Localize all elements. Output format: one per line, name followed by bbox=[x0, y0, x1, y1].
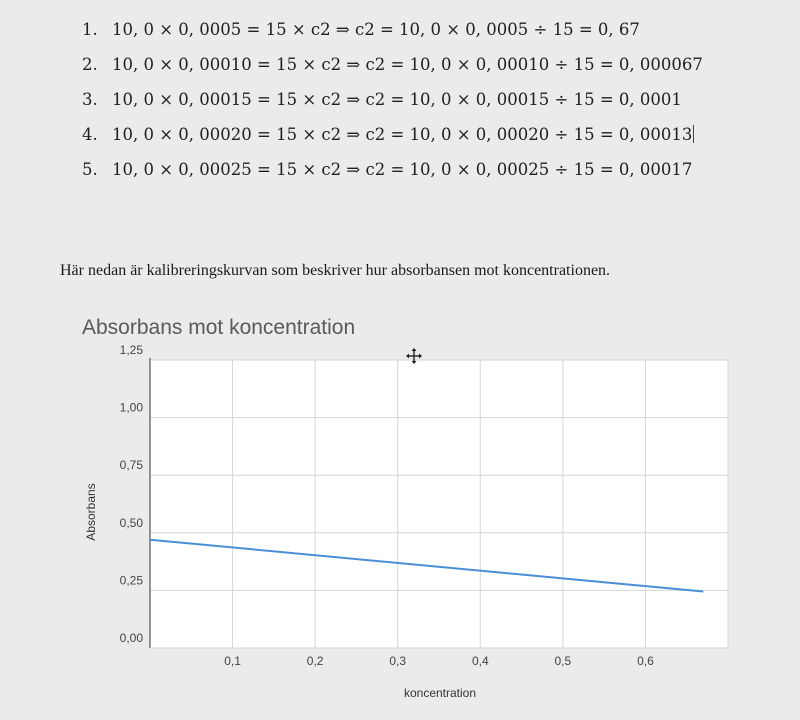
y-tick-label: 0,25 bbox=[119, 573, 143, 588]
equation-text: 10, 0 × 0, 0005 = 15 × c2 ⇒ c2 = 10, 0 × 0, 0005 ÷ 15 = 0, 67 bbox=[112, 20, 640, 39]
x-tick-label: 0,4 bbox=[471, 654, 489, 668]
y-tick-label: 1,25 bbox=[119, 343, 143, 357]
y-tick-label: 0,50 bbox=[119, 515, 143, 530]
equation-text: 10, 0 × 0, 00015 = 15 × c2 ⇒ c2 = 10, 0 × 0, 00015 ÷ 15 = 0, 0001 bbox=[112, 90, 682, 109]
x-tick-label: 0,5 bbox=[554, 654, 572, 668]
equation-number: 4. bbox=[82, 125, 98, 144]
equation-number: 2. bbox=[82, 55, 98, 74]
plot-area bbox=[150, 360, 728, 648]
equation-number: 1. bbox=[82, 20, 98, 39]
equation-number: 3. bbox=[82, 90, 98, 109]
x-tick-label: 0,6 bbox=[637, 654, 654, 668]
equation-number: 5. bbox=[82, 160, 98, 179]
equation-text[interactable]: 10, 0 × 0, 00020 = 15 × c2 ⇒ c2 = 10, 0 × 0, 00020 ÷ 15 = 0, 00013 bbox=[112, 125, 693, 144]
body-paragraph: Här nedan är kalibreringskurvan som beskriver hur absorbansen mot koncentrationen. bbox=[60, 262, 611, 279]
y-tick-label: 0,00 bbox=[119, 631, 143, 645]
x-tick-label: 0,2 bbox=[306, 654, 324, 668]
chart-title: Absorbans mot koncentration bbox=[82, 316, 356, 339]
x-tick-label: 0,3 bbox=[389, 654, 407, 668]
x-axis-label: koncentration bbox=[403, 686, 477, 700]
y-tick-label: 1,00 bbox=[119, 400, 143, 415]
equation-text: 10, 0 × 0, 00025 = 15 × c2 ⇒ c2 = 10, 0 × 0, 00025 ÷ 15 = 0, 00017 bbox=[112, 160, 693, 179]
equation-text: 10, 0 × 0, 00010 = 15 × c2 ⇒ c2 = 10, 0 × 0, 00010 ÷ 15 = 0, 000067 bbox=[112, 55, 703, 74]
y-tick-label: 0,75 bbox=[119, 458, 143, 473]
y-axis-label: Absorbans bbox=[84, 483, 98, 541]
x-tick-label: 0,1 bbox=[224, 654, 241, 668]
